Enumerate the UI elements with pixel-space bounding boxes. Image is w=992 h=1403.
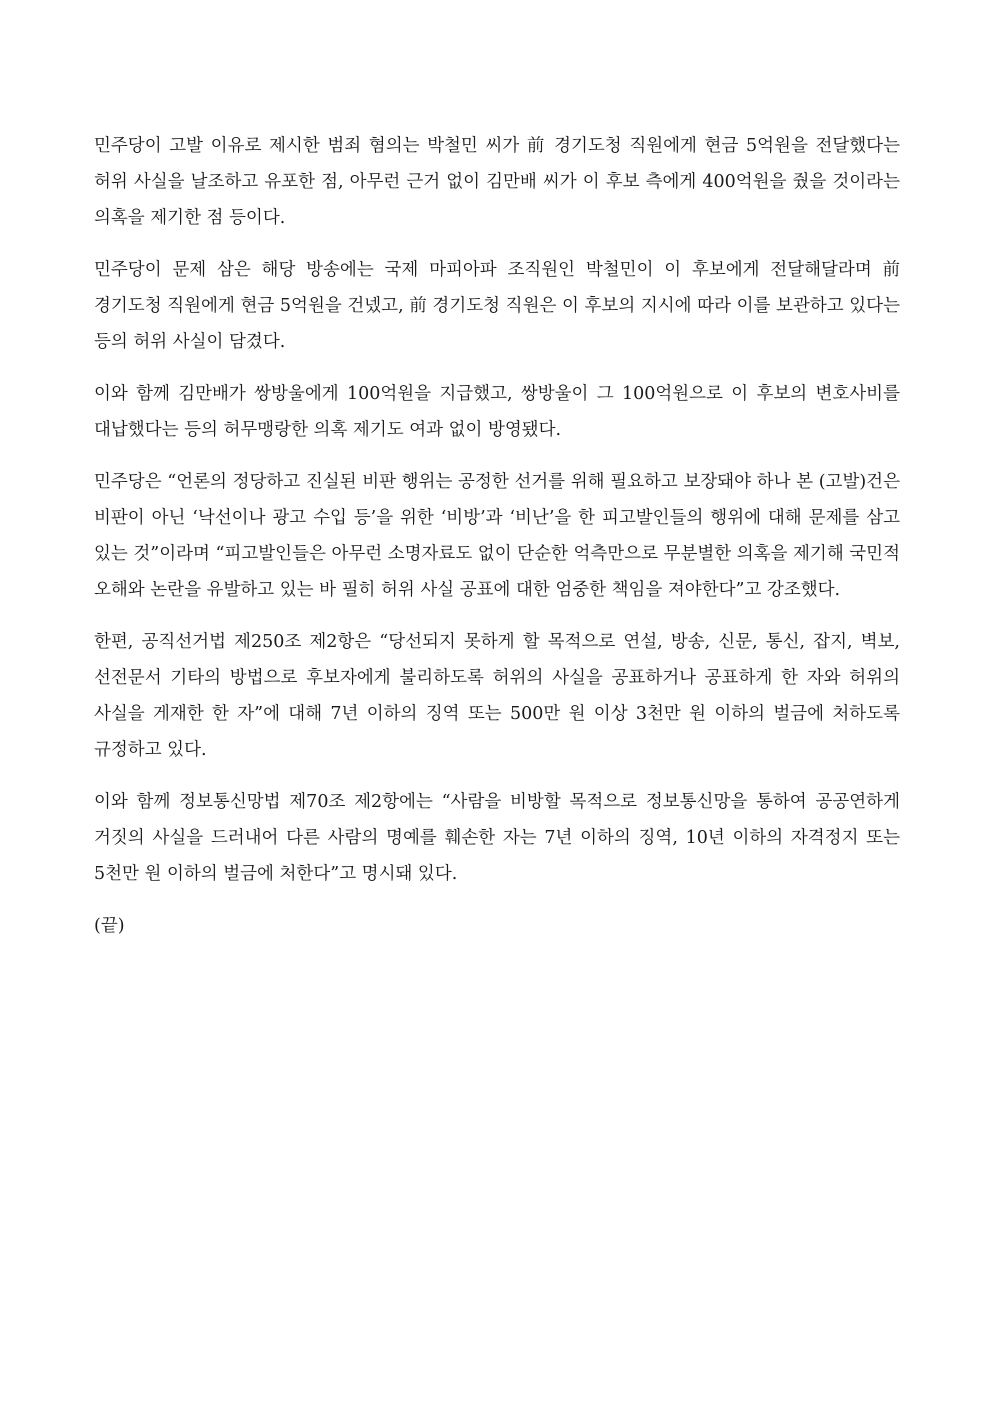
- paragraph-complaint-charges: 민주당이 고발 이유로 제시한 범죄 혐의는 박철민 씨가 前 경기도청 직원에게 현금 5억원을 전달했다는 허위 사실을 날조하고 유포한 점, 아무런 근거 없이 김만배 씨가 이 후보 측에게 400억원을 줬을 것이라는 의혹을 제기한 점 등이다.: [94, 136, 900, 228]
- document-body: [94, 128, 900, 944]
- paragraph-additional-allegation: 이와 함께 김만배가 쌍방울에게 100억원을 지급했고, 쌍방울이 그 100억원으로 이 후보의 변호사비를 대납했다는 등의 허무맹랑한 의혹 제기도 여과 없이 방영됐다.: [94, 384, 900, 440]
- paragraph-network-law: 이와 함께 정보통신망법 제70조 제2항에는 “사람을 비방할 목적으로 정보통신망을 통하여 공공연하게 거짓의 사실을 드러내어 다른 사람의 명예를 훼손한 자는 7년 이하의 징역, 10년 이하의 자격정지 또는 5천만 원 이하의 벌금에 처한다”고 명시돼 있다.: [94, 792, 900, 884]
- paragraph-election-law: 한편, 공직선거법 제250조 제2항은 “당선되지 못하게 할 목적으로 연설, 방송, 신문, 통신, 잡지, 벽보, 선전문서 기타의 방법으로 후보자에게 불리하도록 허위의 사실을 공표하거나 공표하게 한 자와 허위의 사실을 게재한 한 자”에 대해 7년 이하의 징역 또는 500만 원 이상 3천만 원 이하의 벌금에 처하도록 규정하고 있다.: [94, 632, 900, 760]
- paragraph-broadcast-content: 민주당이 문제 삼은 해당 방송에는 국제 마피아파 조직원인 박철민이 이 후보에게 전달해달라며 前 경기도청 직원에게 현금 5억원을 건넸고, 前 경기도청 직원은 이 후보의 지시에 따라 이를 보관하고 있다는 등의 허위 사실이 담겼다.: [94, 260, 900, 352]
- paragraph-party-statement: 민주당은 “언론의 정당하고 진실된 비판 행위는 공정한 선거를 위해 필요하고 보장돼야 하나 본 (고발)건은 비판이 아닌 ‘낙선이나 광고 수입 등’을 위한 ‘비방’과 ‘비난’을 한 피고발인들의 행위에 대해 문제를 삼고 있는 것”이라며 “피고발인들은 아무런 소명자료도 없이 단순한 억측만으로 무분별한 의혹을 제기해 국민적 오해와 논란을 유발하고 있는 바 필히 허위 사실 공표에 대한 엄중한 책임을 져야한다”고 강조했다.: [94, 472, 900, 600]
- end-mark: (끝): [94, 916, 125, 936]
